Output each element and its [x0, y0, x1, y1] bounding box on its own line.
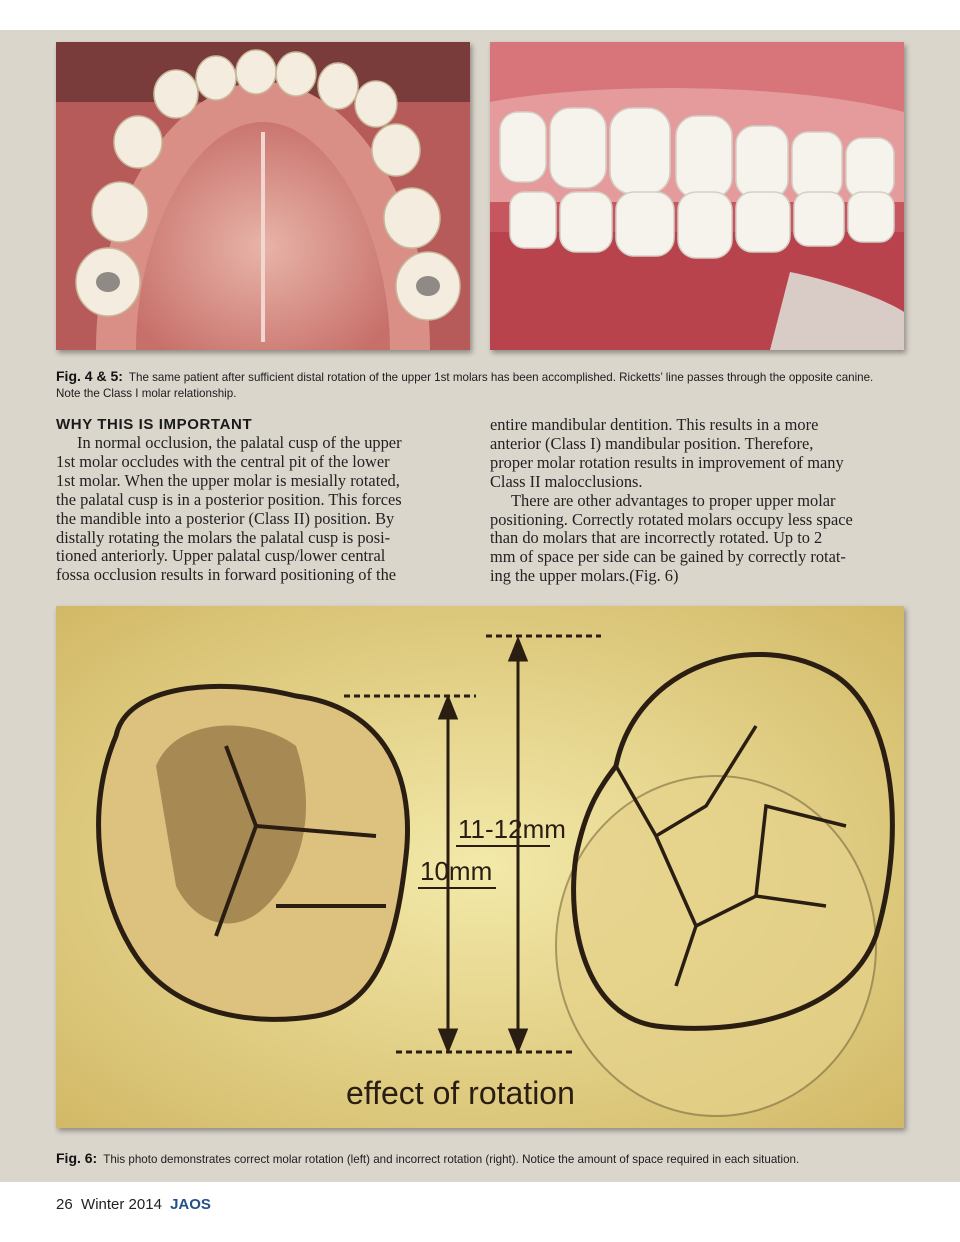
right-line: Class II malocclusions.	[490, 471, 643, 491]
page-footer	[56, 1196, 211, 1213]
right-line: than do molars that are incorrectly rotated. Up to 2	[490, 528, 823, 548]
left-line: the palatal cusp is in a posterior position. This forces	[56, 489, 402, 509]
figure-6-label: Fig. 6:	[56, 1150, 98, 1166]
right-text-column	[490, 416, 910, 586]
left-line: distally rotating the molars the palatal cusp is posi-	[56, 527, 391, 547]
right-line: entire mandibular dentition. This results in a more	[490, 415, 819, 434]
left-line: tioned anteriorly. Upper palatal cusp/lower central	[56, 546, 386, 566]
right-line: ing the upper molars.(Fig. 6)	[490, 566, 679, 586]
issue-label: Winter 2014	[81, 1196, 162, 1213]
rotation-diagram	[56, 606, 904, 1128]
left-line: the mandible into a posterior (Class II) position. By	[56, 508, 395, 528]
left-line: fossa occlusion results in forward positioning of the	[56, 565, 397, 585]
right-line: positioning. Correctly rotated molars occupy less space	[490, 509, 853, 529]
dimension-10mm-label: 10mm	[420, 856, 493, 886]
figure-4-5-label: Fig. 4 & 5:	[56, 368, 123, 384]
figure-4-5-caption	[56, 368, 886, 402]
occlusion-photo-illustration	[490, 42, 904, 350]
section-heading: WHY THIS IS IMPORTANT	[56, 416, 253, 433]
diagram-title: effect of rotation	[346, 1075, 575, 1111]
right-line: mm of space per side can be gained by correctly rotat-	[490, 547, 846, 567]
page-number: 26	[56, 1196, 73, 1213]
figure-4-5-caption-text: The same patient after sufficient distal rotation of the upper 1st molars has been accomplished. Ricketts’ line passes through the opposite canine. Note the Class I molar relationship.	[56, 371, 874, 400]
left-line: In normal occlusion, the palatal cusp of the upper	[77, 433, 402, 452]
left-line: 1st molar occludes with the central pit of the lower	[56, 451, 390, 471]
left-text-column	[56, 416, 460, 585]
occlusion-photo	[490, 42, 904, 350]
right-line: proper molar rotation results in improvement of many	[490, 452, 844, 472]
figure-6-caption-text: This photo demonstrates correct molar rotation (left) and incorrect rotation (right). Notice the amount of space required in each situation.	[103, 1153, 800, 1166]
journal-name: JAOS	[170, 1196, 211, 1213]
figure-6-caption	[56, 1150, 916, 1168]
palate-photo-illustration	[56, 42, 470, 350]
palate-photo	[56, 42, 470, 350]
dimension-11-12mm-label: 11-12mm	[458, 814, 566, 844]
left-line: 1st molar. When the upper molar is mesially rotated,	[56, 470, 400, 490]
rotation-diagram-photo	[56, 606, 904, 1128]
right-line: There are other advantages to proper upper molar	[511, 490, 836, 510]
right-line: anterior (Class I) mandibular position. Therefore,	[490, 433, 814, 453]
